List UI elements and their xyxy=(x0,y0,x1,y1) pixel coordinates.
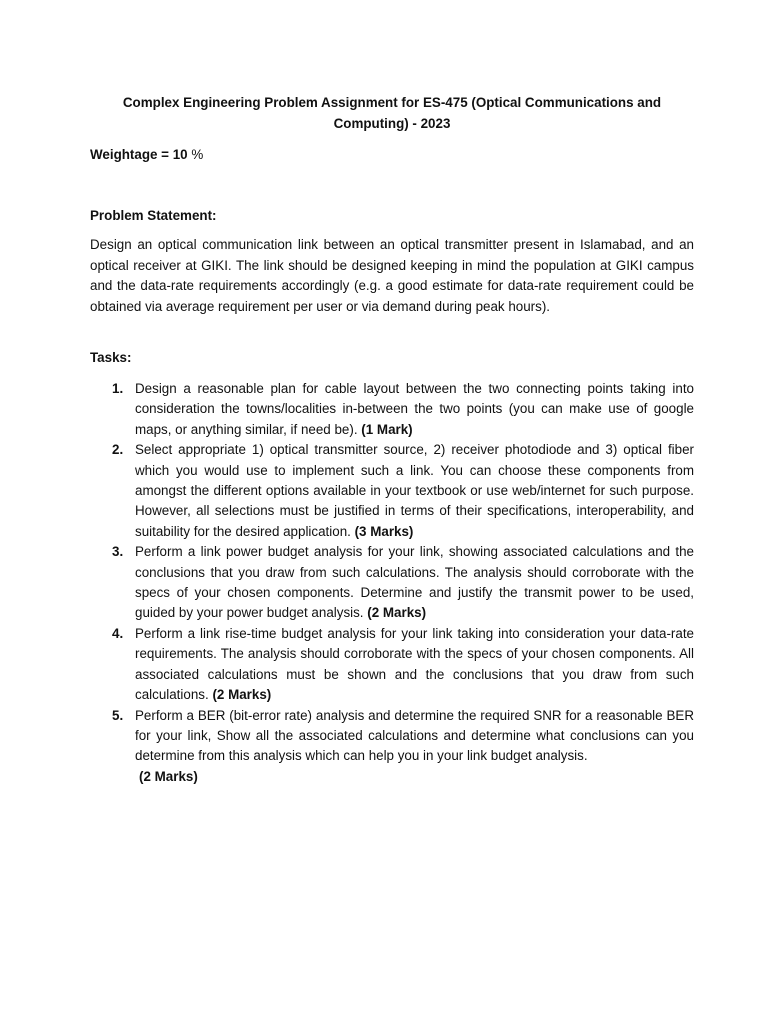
task-item-1 xyxy=(90,379,694,440)
task-number: 3. xyxy=(112,544,124,560)
weightage-label: Weightage = 10 xyxy=(90,147,188,162)
task-text: Select appropriate 1) optical transmitter source, 2) receiver photodiode and 3) optical fiber which you would use to implement such a link. You can choose these components from amongst the different options available in your textbook or use web/internet for such purpose. However, all selections must be justified in terms of their specifications, interoperability, and suitability for the desired application. xyxy=(135,442,694,539)
task-item-4 xyxy=(90,624,694,706)
task-list xyxy=(90,379,694,787)
task-number: 4. xyxy=(112,625,124,641)
task-item-5 xyxy=(90,706,694,788)
task-number: 1. xyxy=(112,381,124,396)
task-marks: (3 Marks) xyxy=(354,523,414,539)
task-number: 2. xyxy=(112,442,124,458)
problem-statement-text: Design an optical communication link between an optical transmitter present in Islamabad, and an optical receiver at GIKI. The link should be designed keeping in mind the population at GIKI campus and the data-rate requirements accordingly (e.g. a good estimate for data-rate requirement could be obtained via average requirement per user or via demand during peak hours). xyxy=(90,237,694,314)
task-marks: (2 Marks) xyxy=(367,605,427,621)
task-marks: (2 Marks) xyxy=(139,768,198,784)
weightage-line xyxy=(90,145,203,165)
task-marks: (1 Mark) xyxy=(361,421,413,437)
task-text: Design a reasonable plan for cable layout between the two connecting points taking into consideration the towns/localities in-between the two points (you can make use of google maps, or anything similar, if need be). xyxy=(135,381,694,437)
task-text: Perform a link rise-time budget analysis for your link taking into consideration your data-rate requirements. The analysis should corroborate with the specs of your chosen components. All associated calculations must be shown and the conclusions that you draw from such calculations. xyxy=(135,625,694,703)
document-title: Complex Engineering Problem Assignment for ES-475 (Optical Communications and Computing) - 2023 xyxy=(122,95,662,131)
task-text: Perform a link power budget analysis for your link, showing associated calculations and the conclusions that you draw from such calculations. The analysis should corroborate with the specs of your chosen components. Determine and justify the transmit power to be used, guided by your power budget analysis. xyxy=(135,544,694,621)
task-marks: (2 Marks) xyxy=(212,687,272,703)
task-item-3 xyxy=(90,542,694,624)
task-text: Perform a BER (bit-error rate) analysis and determine the required SNR for a reasonable BER for your link, Show all the associated calculations and determine what conclusions can you determine from this analysis which can help you in your link budget analysis. xyxy=(135,707,694,764)
task-item-2 xyxy=(90,440,694,542)
weightage-unit: % xyxy=(187,147,204,162)
task-number: 5. xyxy=(112,707,124,723)
problem-statement-heading: Problem Statement: xyxy=(90,208,217,223)
tasks-heading: Tasks: xyxy=(90,350,132,365)
